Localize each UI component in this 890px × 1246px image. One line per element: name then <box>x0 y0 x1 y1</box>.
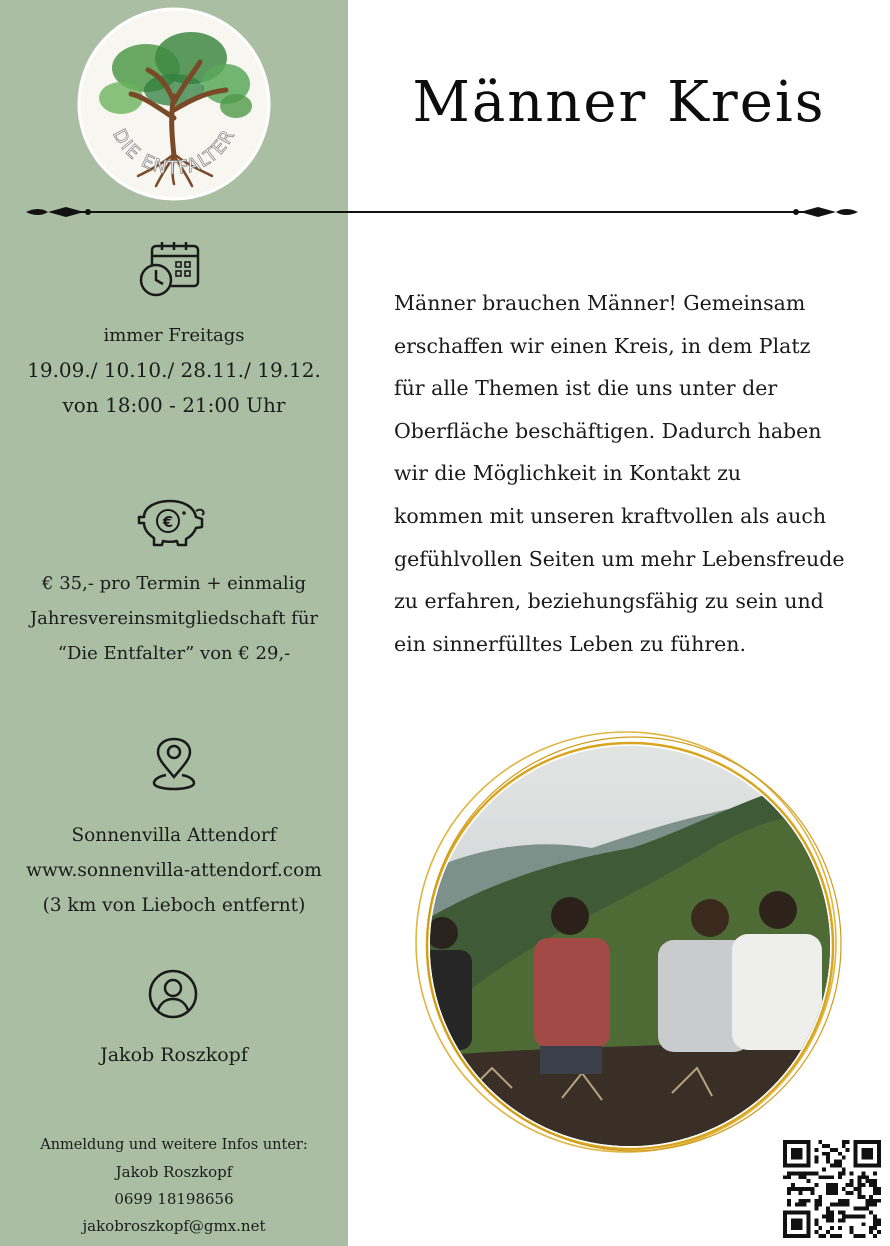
price-line-3: “Die Entfalter” von € 29,- <box>57 643 291 664</box>
description-line: für alle Themen ist die uns unter der <box>394 376 778 401</box>
contact-text <box>0 1132 348 1240</box>
contact-name: Jakob Roszkopf <box>115 1163 233 1181</box>
price-text <box>0 566 348 671</box>
group-photo-men-on-hill <box>412 728 844 1160</box>
ornamental-divider <box>26 203 858 221</box>
price-line-1: € 35,- pro Termin + einmalig <box>42 573 306 594</box>
schedule-weekday: immer Freitags <box>103 325 245 346</box>
location-name: Sonnenvilla Attendorf <box>71 825 277 846</box>
page-title: Männer Kreis <box>412 70 826 135</box>
calendar-clock-icon <box>138 240 202 300</box>
location-text <box>0 818 348 923</box>
piggy-bank-euro-icon <box>136 497 208 547</box>
description-text <box>394 282 884 665</box>
qr-code-icon[interactable] <box>783 1140 881 1238</box>
schedule-text <box>0 318 348 423</box>
schedule-time: von 18:00 - 21:00 Uhr <box>62 393 286 417</box>
svg-text:€: € <box>162 513 174 531</box>
user-circle-icon <box>147 968 199 1020</box>
description-line: zu erfahren, beziehungsfähig zu sein und <box>394 589 824 614</box>
description-line: erschaffen wir einen Kreis, in dem Platz <box>394 333 811 358</box>
description-line: Oberfläche beschäftigen. Dadurch haben <box>394 418 822 443</box>
price-line-2: Jahresvereinsmitgliedschaft für <box>29 608 319 629</box>
tree-logo-icon <box>76 6 272 202</box>
location-distance: (3 km von Lieboch entfernt) <box>42 895 306 916</box>
location-website[interactable]: www.sonnenvilla-attendorf.com <box>26 860 322 881</box>
person-name: Jakob Roszkopf <box>100 1044 248 1066</box>
description-line: kommen mit unseren kraftvollen als auch <box>394 503 827 528</box>
contact-phone[interactable]: 0699 18198656 <box>114 1190 234 1208</box>
contact-heading: Anmeldung und weitere Infos unter: <box>40 1137 308 1153</box>
description-line: ein sinnerfülltes Leben zu führen. <box>394 631 747 656</box>
description-line: gefühlvollen Seiten um mehr Lebensfreude <box>394 546 845 571</box>
schedule-dates: 19.09./ 10.10./ 28.11./ 19.12. <box>27 358 321 382</box>
logo-text: DIE ENTFALTER <box>108 125 240 179</box>
description-line: Männer brauchen Männer! Gemeinsam <box>394 291 806 315</box>
map-pin-icon <box>150 737 198 791</box>
description-line: wir die Möglichkeit in Kontakt zu <box>394 461 742 486</box>
contact-email[interactable]: jakobroszkopf@gmx.net <box>82 1217 266 1235</box>
